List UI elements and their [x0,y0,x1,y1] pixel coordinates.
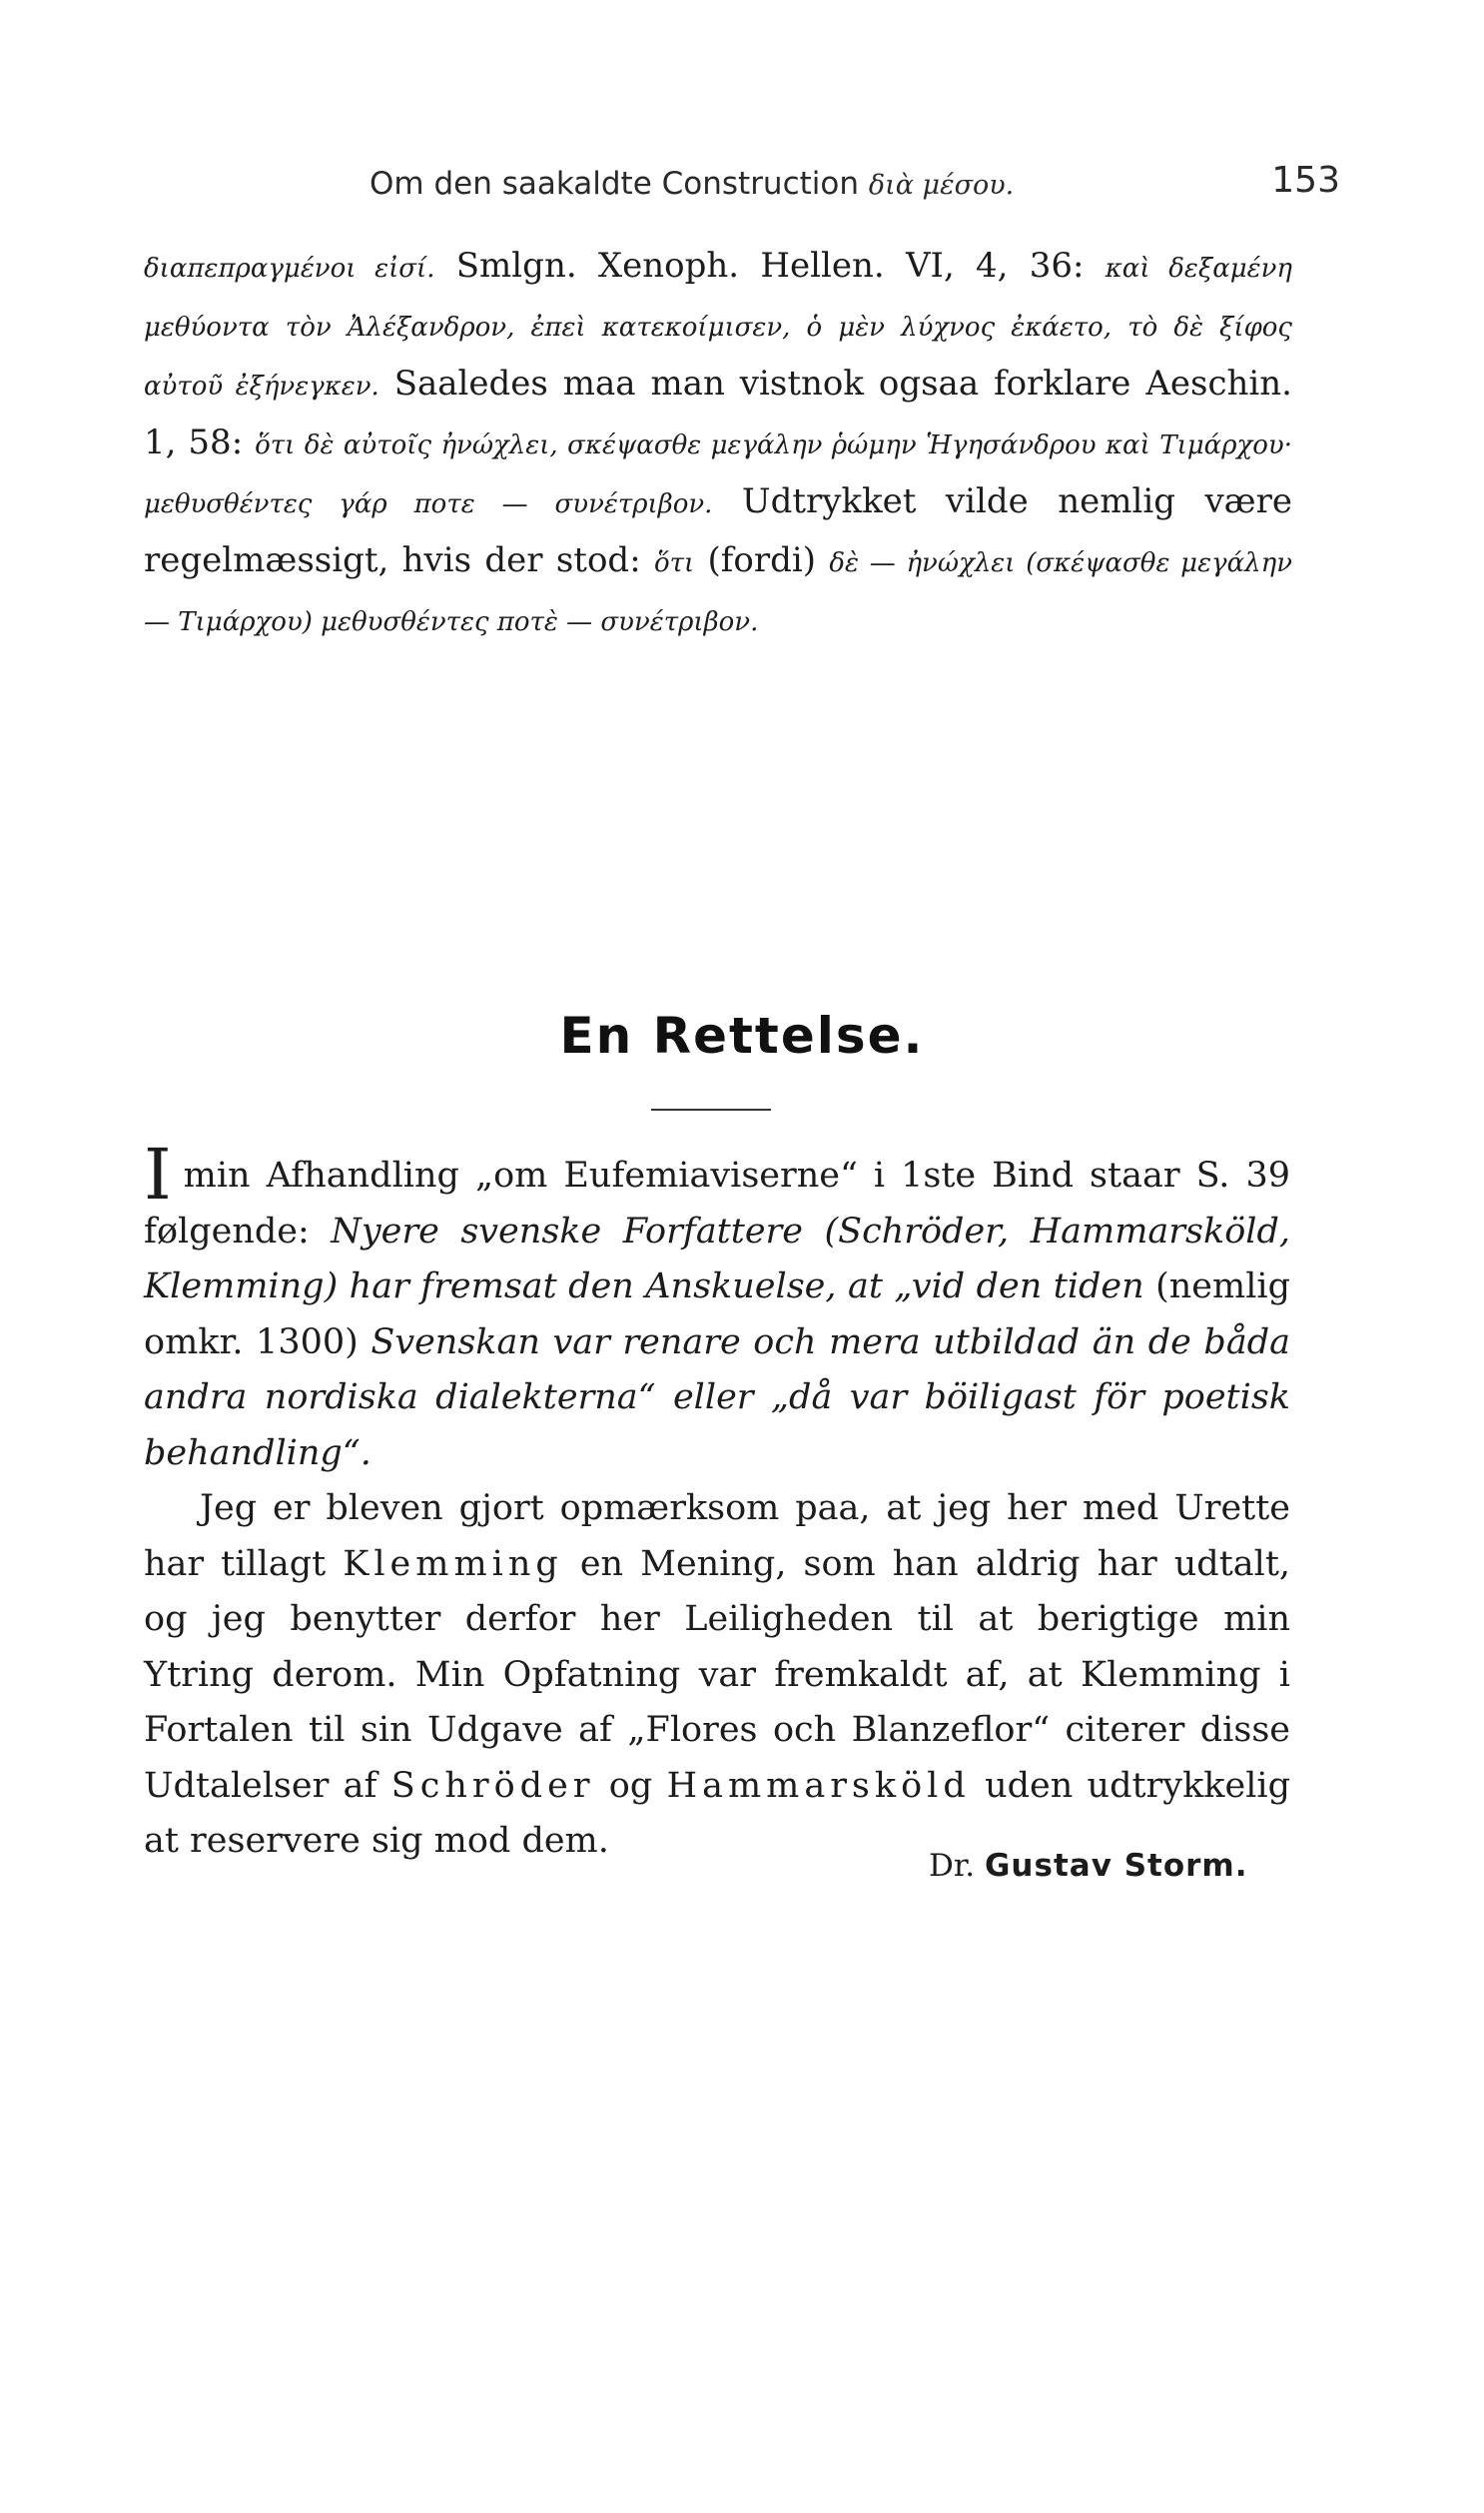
signature-title: Dr. [929,1848,976,1884]
paragraph-1 [144,1134,1291,1481]
spaced-name: Schröder [390,1765,595,1806]
text-run: Saaledes maa man vistnok ogsaa forklare Aeschin. 1, 58: [144,364,1292,462]
text-run: (fordi) [694,540,830,580]
text-run: Udtrykket vilde nemlig være regelmæssigt, hvis der stod: [144,481,1293,580]
greek-quote: ὅτι δὲ αὐτοῖς ἠνώχλει, σκέψασθε μεγάλην ῥώμην Ἡγησάνδρου καὶ Τιμάρχου· μεθυσθέντες γάρ ποτε — συνέτριβον. [144,430,1292,519]
text-run: Jeg er bleven gjort opmærksom paa, at jeg her med Urette har tillagt [144,1488,1290,1584]
text-run: (nemlig omkr. 1300) [144,1266,1291,1362]
heading-rule [651,1109,771,1111]
spaced-name: Klemming [343,1543,563,1584]
greek-quote: ὅτι [653,548,695,578]
running-head [370,160,1340,210]
article-body [144,1134,1291,1870]
drop-cap: I [144,1134,172,1216]
italic-quote: Svenskan var renare och mera utbildad än de båda andra nordiska dialekterna“ eller „då var böiligast för poetisk behandling“. [144,1321,1290,1473]
italic-quote: Nyere svenske Forfattere (Schröder, Hammarsköld, Klemming) har fremsat den Anskuelse, at „vid den tiden [144,1211,1290,1306]
greek-quote: καὶ δεξαμένη μεθύοντα τὸν Ἀλέξανδρον, ἐπεὶ κατεκοίμισεν, ὁ μὲν λύχνος ἐκάετο, τὸ δὲ ξίφος αὐτοῦ ἐξήνεγκεν. [144,254,1292,402]
running-title-greek: διὰ μέσου. [868,170,1015,201]
greek-quote: διαπεπραγμένοι εἰσί. [144,254,435,284]
text-run: og [594,1765,667,1806]
continuation-paragraph [144,238,1292,650]
text-run: min Afhandling „om Eufemiaviserne“ i 1ste Bind staar S. 39 følgende: [144,1156,1290,1252]
running-title: Om den saakaldte Construction διὰ μέσου. [370,166,1015,202]
spaced-name: Hammarsköld [666,1765,971,1806]
paragraph-2 [144,1481,1290,1870]
previous-article-continuation [144,238,1292,650]
signature-name: Gustav Storm. [984,1848,1248,1884]
text-run: en Mening, som han aldrig har udtalt, og jeg benytter derfor her Leiligheden til at berigtige min Ytring derom. Min Opfatning var fremkaldt af, at Klemming i Fortalen til sin Udgave af „Flores och Blanzeflor“ citerer disse Udtalelser af [144,1543,1291,1806]
page-number: 153 [1271,160,1340,201]
text-run: uden udtrykkelig at reservere sig mod dem. [144,1765,1290,1861]
text-run: Smlgn. Xenoph. Hellen. VI, 4, 36: [434,246,1106,286]
signature [929,1848,1248,1884]
article-heading: En Rettelse. [559,1007,925,1065]
greek-quote: δὲ — ἠνώχλει (σκέψασθε μεγάλην — Τιμάρχου) μεθυσθέντες ποτὲ — συνέτριβον. [144,548,1292,637]
